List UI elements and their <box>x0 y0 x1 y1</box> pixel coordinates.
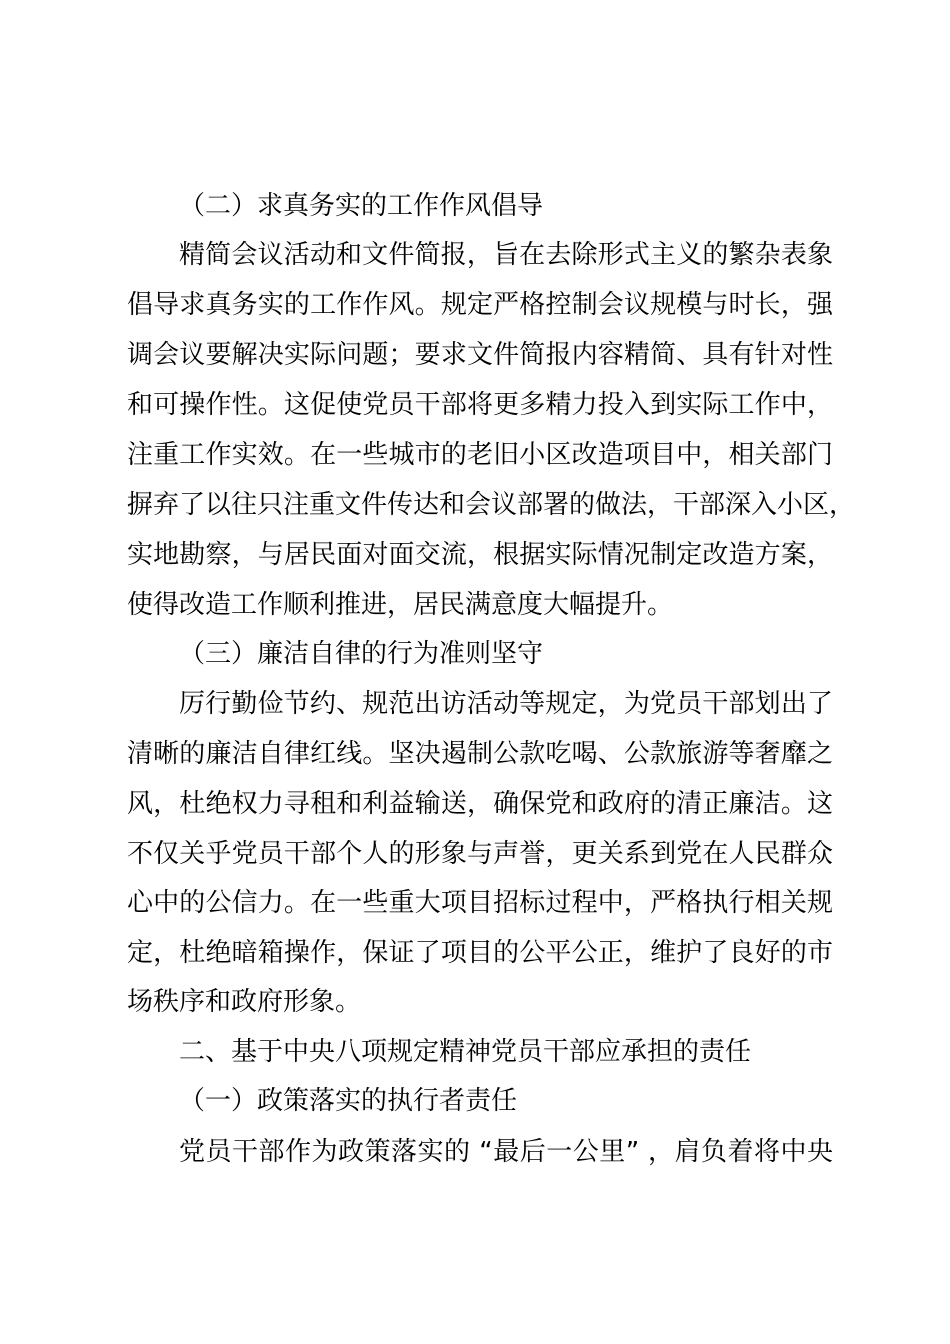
paragraph-line: 清晰的廉洁自律红线。坚决遏制公款吃喝、公款旅游等奢靡之 <box>127 739 833 769</box>
paragraph-line: 风，杜绝权力寻租和利益输送，确保党和政府的清正廉洁。这 <box>127 789 833 819</box>
paragraph-line: 实地勘察，与居民面对面交流，根据实际情况制定改造方案， <box>127 540 833 570</box>
chapter-heading: 二、基于中央八项规定精神党员干部应承担的责任 <box>179 1037 752 1067</box>
paragraph-line: 定，杜绝暗箱操作，保证了项目的公平公正，维护了良好的市 <box>127 938 833 968</box>
section-heading: （二）求真务实的工作作风倡导 <box>179 191 544 221</box>
paragraph-line: 心中的公信力。在一些重大项目招标过程中，严格执行相关规 <box>127 888 833 918</box>
paragraph-line: 场秩序和政府形象。 <box>127 987 362 1017</box>
paragraph-line: 和可操作性。这促使党员干部将更多精力投入到实际工作中， <box>127 390 833 420</box>
paragraph-line: 调会议要解决实际问题；要求文件简报内容精简、具有针对性 <box>127 340 833 370</box>
paragraph-line: 党员干部作为政策落实的 “最后一公里” ，肩负着将中央 <box>179 1137 833 1167</box>
paragraph-line: 倡导求真务实的工作作风。规定严格控制会议规模与时长，强 <box>127 290 833 320</box>
section-heading: （三）廉洁自律的行为准则坚守 <box>179 639 544 669</box>
section-heading: （一）政策落实的执行者责任 <box>179 1086 518 1116</box>
paragraph-line: 摒弃了以往只注重文件传达和会议部署的做法，干部深入小区， <box>127 490 855 520</box>
paragraph-line: 不仅关乎党员干部个人的形象与声誉，更关系到党在人民群众 <box>127 839 833 869</box>
paragraph-line: 使得改造工作顺利推进，居民满意度大幅提升。 <box>127 590 674 620</box>
paragraph-line: 厉行勤俭节约、规范出访活动等规定，为党员干部划出了 <box>179 689 833 719</box>
paragraph-line: 精简会议活动和文件简报，旨在去除形式主义的繁杂表象 <box>179 240 833 270</box>
paragraph-line: 注重工作实效。在一些城市的老旧小区改造项目中，相关部门 <box>127 440 833 470</box>
